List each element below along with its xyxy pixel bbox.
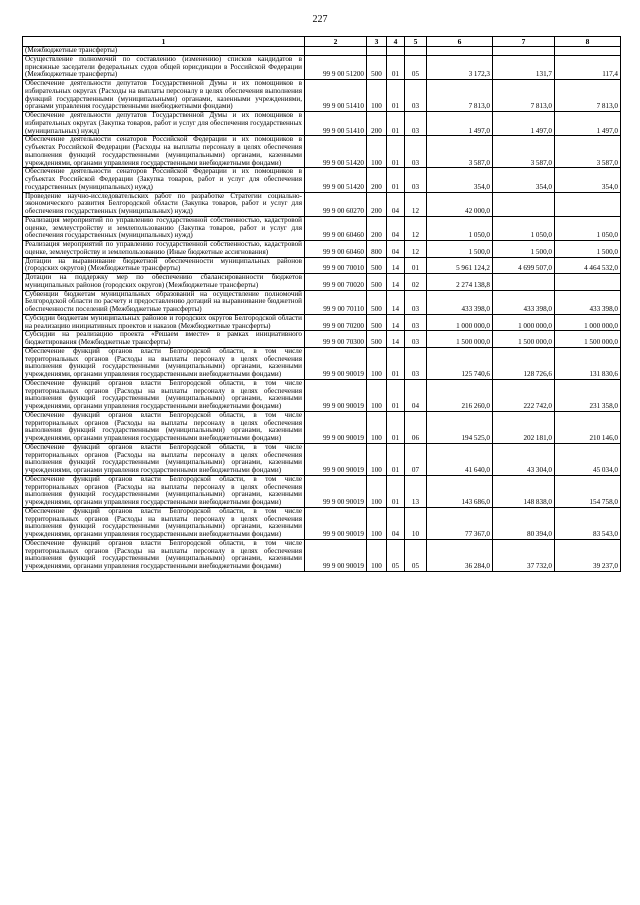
row-amount-year-2: 37 732,0 (493, 539, 555, 571)
row-amount-year-1: 2 274 138,8 (427, 274, 493, 291)
row-amount-year-2 (493, 192, 555, 216)
row-expense-type: 200 (367, 216, 387, 240)
table-row (23, 379, 621, 411)
row-amount-year-1: 354,0 (427, 168, 493, 192)
row-subsection: 03 (405, 331, 427, 348)
row-section: 01 (387, 347, 405, 379)
header-cell: 7 (493, 37, 555, 47)
row-subsection: 04 (405, 379, 427, 411)
table-row (23, 411, 621, 443)
row-amount-year-1: 143 686,0 (427, 475, 493, 507)
table-row (23, 257, 621, 274)
row-expense-type: 100 (367, 80, 387, 112)
row-amount-year-3 (555, 192, 621, 216)
row-section: 04 (387, 192, 405, 216)
row-amount-year-2: 1 497,0 (493, 112, 555, 136)
row-amount-year-1: 1 500 000,0 (427, 331, 493, 348)
row-amount-year-1: 3 587,0 (427, 136, 493, 168)
row-amount-year-2: 3 587,0 (493, 136, 555, 168)
row-section: 14 (387, 274, 405, 291)
table-row (23, 216, 621, 240)
table-row (23, 112, 621, 136)
row-target-code: 99 9 00 60270 (305, 192, 367, 216)
row-amount-year-1: 77 367,0 (427, 507, 493, 539)
row-amount-year-3: 154 758,0 (555, 475, 621, 507)
row-amount-year-1 (427, 47, 493, 56)
row-amount-year-1: 3 172,3 (427, 55, 493, 79)
header-cell: 3 (367, 37, 387, 47)
row-target-code: 99 9 00 90019 (305, 443, 367, 475)
row-amount-year-2: 1 050,0 (493, 216, 555, 240)
row-amount-year-2: 1 000 000,0 (493, 314, 555, 331)
row-description: Обеспечение деятельности сенаторов Российской Федерации и их помощников в субъектах Российской Федерации (Расходы на выплаты персоналу в целях обеспечения выполнения функций государственными (муниципальными) органами, казенными учреждениями, органами управления государственными внебюджетными фондами) (23, 136, 305, 168)
table-row (23, 539, 621, 571)
row-expense-type: 500 (367, 274, 387, 291)
row-amount-year-1: 5 961 124,2 (427, 257, 493, 274)
table-row (23, 168, 621, 192)
row-expense-type: 100 (367, 443, 387, 475)
row-section: 01 (387, 443, 405, 475)
row-target-code (305, 47, 367, 56)
row-expense-type: 500 (367, 290, 387, 314)
row-expense-type: 500 (367, 331, 387, 348)
table-row (23, 136, 621, 168)
row-description: Проведение научно-исследовательских работ по разработке Стратегии социально-экономического развития Белгородской области (Закупка товаров, работ и услуг для обеспечения государственных (муниципальных) нужд) (23, 192, 305, 216)
table-row (23, 80, 621, 112)
row-amount-year-2: 128 726,6 (493, 347, 555, 379)
row-amount-year-2: 202 181,0 (493, 411, 555, 443)
table-header (23, 37, 621, 47)
row-amount-year-3: 117,4 (555, 55, 621, 79)
page-number: 227 (312, 14, 328, 25)
row-expense-type (367, 47, 387, 56)
row-expense-type: 100 (367, 539, 387, 571)
row-target-code: 99 9 00 70010 (305, 257, 367, 274)
row-target-code: 99 9 00 51410 (305, 80, 367, 112)
row-amount-year-1: 1 050,0 (427, 216, 493, 240)
row-section: 04 (387, 216, 405, 240)
row-target-code: 99 9 00 60460 (305, 216, 367, 240)
row-subsection: 03 (405, 290, 427, 314)
row-section: 14 (387, 290, 405, 314)
table-row (23, 443, 621, 475)
row-subsection: 03 (405, 314, 427, 331)
row-amount-year-3: 1 050,0 (555, 216, 621, 240)
row-amount-year-3: 39 237,0 (555, 539, 621, 571)
table-body (23, 47, 621, 572)
row-description: Субвенции бюджетам муниципальных образований на осуществление полномочий Белгородской области по расчету и предоставлению дотаций на выравнивание бюджетной обеспеченности поселений (Межбюджетные трансферты) (23, 290, 305, 314)
row-description: Обеспечение функций органов власти Белгородской области, в том числе территориальных органов (Расходы на выплаты персоналу в целях обеспечения выполнения функций государственными (муниципальными) органами, казенными учреждениями, органами управления государственными внебюджетными фондами) (23, 411, 305, 443)
table-row (23, 192, 621, 216)
row-description: Обеспечение функций органов власти Белгородской области, в том числе территориальных органов (Расходы на выплаты персоналу в целях обеспечения выполнения функций государственными (муниципальными) органами, казенными учреждениями, органами управления государственными внебюджетными фондами) (23, 443, 305, 475)
table-row (23, 475, 621, 507)
row-amount-year-3: 210 146,0 (555, 411, 621, 443)
row-description: Обеспечение функций органов власти Белгородской области, в том числе территориальных органов (Расходы на выплаты персоналу в целях обеспечения выполнения функций государственными (муниципальными) органами, казенными учреждениями, органами управления государственными внебюджетными фондами) (23, 379, 305, 411)
row-description: Реализация мероприятий по управлению государственной собственностью, кадастровой оценке, землеустройству и землепользованию (Иные бюджетные ассигнования) (23, 241, 305, 258)
row-amount-year-3: 1 500 000,0 (555, 331, 621, 348)
header-cell: 1 (23, 37, 305, 47)
row-amount-year-2: 1 500,0 (493, 241, 555, 258)
row-subsection: 03 (405, 136, 427, 168)
row-expense-type: 500 (367, 257, 387, 274)
row-subsection (405, 47, 427, 56)
table-row (23, 507, 621, 539)
table-row (23, 314, 621, 331)
row-amount-year-2: 1 500 000,0 (493, 331, 555, 348)
row-subsection: 07 (405, 443, 427, 475)
row-expense-type: 500 (367, 314, 387, 331)
row-section: 01 (387, 55, 405, 79)
row-amount-year-1: 1 497,0 (427, 112, 493, 136)
row-subsection: 12 (405, 241, 427, 258)
row-section: 01 (387, 411, 405, 443)
row-amount-year-3: 1 497,0 (555, 112, 621, 136)
row-section: 01 (387, 379, 405, 411)
row-description: Обеспечение функций органов власти Белгородской области, в том числе территориальных органов (Расходы на выплаты персоналу в целях обеспечения выполнения функций государственными (муниципальными) органами, казенными учреждениями, органами управления государственными внебюджетными фондами) (23, 539, 305, 571)
row-description: Обеспечение деятельности депутатов Государственной Думы и их помощников в избирательных округах (Закупка товаров, работ и услуг для обеспечения государственных (муниципальных) нужд) (23, 112, 305, 136)
row-target-code: 99 9 00 51420 (305, 136, 367, 168)
row-target-code: 99 9 00 70300 (305, 331, 367, 348)
row-section: 14 (387, 257, 405, 274)
row-description: Осуществление полномочий по составлению (изменению) списков кандидатов в присяжные заседатели федеральных судов общей юрисдикции в Российской Федерации (Межбюджетные трансферты) (23, 55, 305, 79)
row-amount-year-2: 222 742,0 (493, 379, 555, 411)
row-amount-year-2: 43 304,0 (493, 443, 555, 475)
row-amount-year-2: 7 813,0 (493, 80, 555, 112)
row-section: 14 (387, 314, 405, 331)
row-target-code: 99 9 00 51410 (305, 112, 367, 136)
row-expense-type: 200 (367, 192, 387, 216)
row-description: Субсидии на реализацию проекта «Решаем вместе» в рамках инициативного бюджетирования (Межбюджетные трансферты) (23, 331, 305, 348)
row-target-code: 99 9 00 51200 (305, 55, 367, 79)
row-description: (Межбюджетные трансферты) (23, 47, 305, 56)
row-subsection: 13 (405, 475, 427, 507)
row-amount-year-2: 4 699 507,0 (493, 257, 555, 274)
row-subsection: 03 (405, 112, 427, 136)
row-section: 04 (387, 241, 405, 258)
row-amount-year-3: 1 000 000,0 (555, 314, 621, 331)
row-expense-type: 100 (367, 347, 387, 379)
row-target-code: 99 9 00 90019 (305, 475, 367, 507)
row-subsection: 05 (405, 539, 427, 571)
row-amount-year-1: 194 525,0 (427, 411, 493, 443)
row-description: Обеспечение функций органов власти Белгородской области, в том числе территориальных органов (Расходы на выплаты персоналу в целях обеспечения выполнения функций государственными (муниципальными) органами, казенными учреждениями, органами управления государственными внебюджетными фондами) (23, 347, 305, 379)
table-row (23, 347, 621, 379)
row-amount-year-3: 354,0 (555, 168, 621, 192)
row-section: 01 (387, 168, 405, 192)
row-description: Обеспечение деятельности депутатов Государственной Думы и их помощников в избирательных округах (Расходы на выплаты персоналу в целях обеспечения выполнения функций государственными (муниципальными) органами, казенными учреждениями, органами управления государственными внебюджетными фондами) (23, 80, 305, 112)
row-amount-year-2: 148 838,0 (493, 475, 555, 507)
row-amount-year-3: 4 464 532,0 (555, 257, 621, 274)
table-row (23, 47, 621, 56)
row-subsection: 03 (405, 168, 427, 192)
row-amount-year-2: 131,7 (493, 55, 555, 79)
row-amount-year-3: 7 813,0 (555, 80, 621, 112)
row-section: 01 (387, 80, 405, 112)
row-amount-year-2 (493, 47, 555, 56)
row-target-code: 99 9 00 70020 (305, 274, 367, 291)
row-section: 01 (387, 475, 405, 507)
row-subsection: 03 (405, 347, 427, 379)
row-amount-year-2: 433 398,0 (493, 290, 555, 314)
header-cell: 4 (387, 37, 405, 47)
row-subsection: 12 (405, 216, 427, 240)
row-amount-year-1: 42 000,0 (427, 192, 493, 216)
row-section (387, 47, 405, 56)
row-amount-year-3: 83 543,0 (555, 507, 621, 539)
row-description: Обеспечение функций органов власти Белгородской области, в том числе территориальных органов (Расходы на выплаты персоналу в целях обеспечения выполнения функций государственными (муниципальными) органами, казенными учреждениями, органами управления государственными внебюджетными фондами) (23, 507, 305, 539)
row-expense-type: 100 (367, 475, 387, 507)
row-amount-year-3: 3 587,0 (555, 136, 621, 168)
row-subsection: 12 (405, 192, 427, 216)
row-expense-type: 100 (367, 379, 387, 411)
row-target-code: 99 9 00 70110 (305, 290, 367, 314)
row-amount-year-1: 216 260,0 (427, 379, 493, 411)
table-row (23, 241, 621, 258)
header-cell: 8 (555, 37, 621, 47)
row-amount-year-3: 231 358,0 (555, 379, 621, 411)
table-row (23, 274, 621, 291)
row-target-code: 99 9 00 51420 (305, 168, 367, 192)
row-amount-year-1: 36 284,0 (427, 539, 493, 571)
row-section: 05 (387, 539, 405, 571)
row-description: Обеспечение функций органов власти Белгородской области, в том числе территориальных органов (Расходы на выплаты персоналу в целях обеспечения выполнения функций государственными (муниципальными) органами, казенными учреждениями, органами управления государственными внебюджетными фондами) (23, 475, 305, 507)
row-subsection: 05 (405, 55, 427, 79)
row-expense-type: 500 (367, 55, 387, 79)
row-amount-year-1: 125 740,6 (427, 347, 493, 379)
row-section: 01 (387, 136, 405, 168)
row-section: 14 (387, 331, 405, 348)
row-amount-year-1: 7 813,0 (427, 80, 493, 112)
row-target-code: 99 9 00 60460 (305, 241, 367, 258)
row-description: Обеспечение деятельности сенаторов Российской Федерации и их помощников в субъектах Российской Федерации (Закупка товаров, работ и услуг для обеспечения государственных (муниципальных) нужд) (23, 168, 305, 192)
row-expense-type: 800 (367, 241, 387, 258)
row-expense-type: 100 (367, 136, 387, 168)
row-amount-year-3: 45 034,0 (555, 443, 621, 475)
table-row (23, 55, 621, 79)
row-amount-year-3: 433 398,0 (555, 290, 621, 314)
row-expense-type: 100 (367, 411, 387, 443)
row-description: Реализация мероприятий по управлению государственной собственностью, кадастровой оценке, землеустройству и землепользованию (Закупка товаров, работ и услуг для обеспечения государственных (муниципальных) нужд) (23, 216, 305, 240)
row-subsection: 01 (405, 257, 427, 274)
table-row (23, 290, 621, 314)
row-target-code: 99 9 00 90019 (305, 347, 367, 379)
row-description: Дотации на выравнивание бюджетной обеспеченности муниципальных районов (городских округов) (Межбюджетные трансферты) (23, 257, 305, 274)
row-description: Дотации на поддержку мер по обеспечению сбалансированности бюджетов муниципальных районов (городских округов) (Межбюджетные трансферты) (23, 274, 305, 291)
row-section: 04 (387, 507, 405, 539)
row-section: 01 (387, 112, 405, 136)
row-target-code: 99 9 00 90019 (305, 379, 367, 411)
row-amount-year-2: 354,0 (493, 168, 555, 192)
header-cell: 5 (405, 37, 427, 47)
row-subsection: 02 (405, 274, 427, 291)
header-cell: 6 (427, 37, 493, 47)
table-row (23, 331, 621, 348)
row-amount-year-1: 1 000 000,0 (427, 314, 493, 331)
row-amount-year-1: 1 500,0 (427, 241, 493, 258)
row-subsection: 06 (405, 411, 427, 443)
budget-table (22, 36, 621, 572)
row-amount-year-1: 41 640,0 (427, 443, 493, 475)
row-amount-year-2: 80 394,0 (493, 507, 555, 539)
row-amount-year-3 (555, 47, 621, 56)
row-target-code: 99 9 00 90019 (305, 507, 367, 539)
row-subsection: 10 (405, 507, 427, 539)
row-amount-year-1: 433 398,0 (427, 290, 493, 314)
row-description: Субсидии бюджетам муниципальных районов и городских округов Белгородской области на реализацию инициативных проектов и наказов (Межбюджетные трансферты) (23, 314, 305, 331)
row-expense-type: 200 (367, 168, 387, 192)
row-amount-year-2 (493, 274, 555, 291)
row-target-code: 99 9 00 90019 (305, 411, 367, 443)
header-cell: 2 (305, 37, 367, 47)
row-amount-year-3: 1 500,0 (555, 241, 621, 258)
row-expense-type: 200 (367, 112, 387, 136)
row-amount-year-3: 131 830,6 (555, 347, 621, 379)
row-amount-year-3 (555, 274, 621, 291)
row-expense-type: 100 (367, 507, 387, 539)
row-subsection: 03 (405, 80, 427, 112)
row-target-code: 99 9 00 90019 (305, 539, 367, 571)
row-target-code: 99 9 00 70200 (305, 314, 367, 331)
